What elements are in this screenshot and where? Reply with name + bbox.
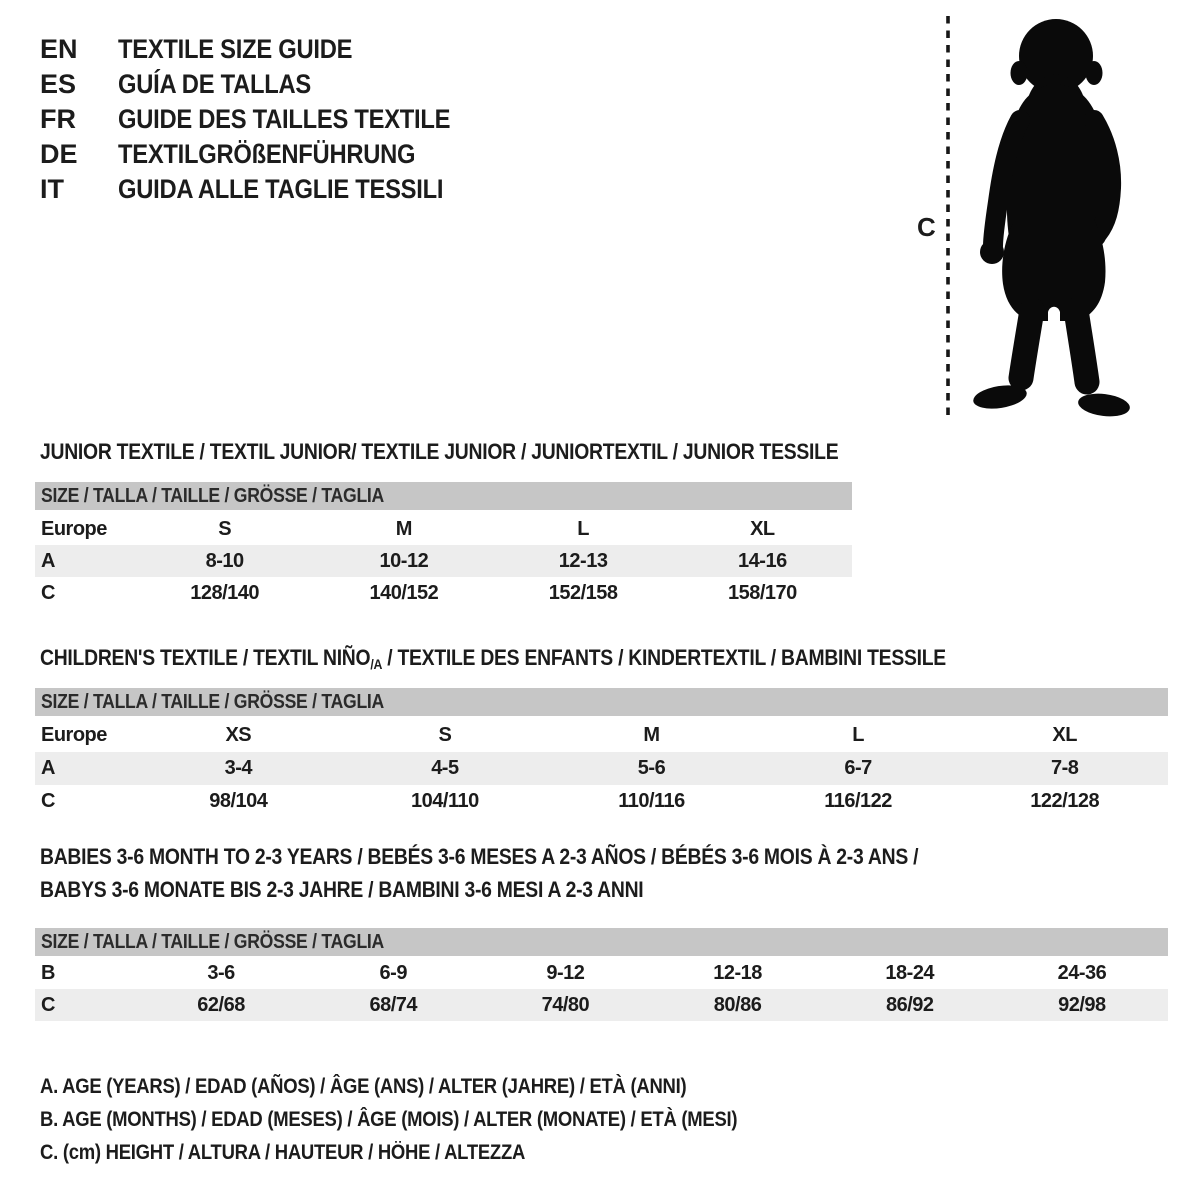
table-row-europe bbox=[35, 719, 1168, 752]
height-cell: 74/80 bbox=[541, 993, 590, 1016]
age-cell: 3-4 bbox=[224, 757, 252, 779]
table-row-months bbox=[35, 957, 1168, 989]
table-row-europe bbox=[35, 513, 852, 545]
height-cell: 152/158 bbox=[548, 581, 618, 604]
age-cell: 10-12 bbox=[379, 549, 429, 572]
height-cell: 128/140 bbox=[190, 581, 260, 604]
children-title-post: / TEXTILE DES ENFANTS / KINDERTEXTIL / BAMBINI TESSILE bbox=[382, 645, 946, 670]
height-cell: 140/152 bbox=[369, 581, 439, 604]
height-cell: 80/86 bbox=[713, 993, 762, 1016]
months-cell: 12-18 bbox=[713, 961, 762, 984]
size-header-bar: SIZE / TALLA / TAILLE / GRÖSSE / TAGLIA bbox=[41, 484, 385, 507]
age-cell: 12-13 bbox=[558, 549, 608, 572]
language-row-it bbox=[40, 172, 496, 207]
table-row-age bbox=[35, 752, 1168, 785]
language-row-en bbox=[40, 32, 496, 67]
children-title-pre: CHILDREN'S TEXTILE / TEXTIL NIÑO bbox=[40, 645, 371, 670]
table-row-height bbox=[35, 785, 1168, 818]
table-row-height bbox=[35, 577, 852, 609]
row-label: C bbox=[41, 790, 55, 812]
size-cell: L bbox=[577, 517, 589, 540]
language-label: GUIDA ALLE TAGLIE TESSILI bbox=[118, 174, 444, 204]
height-cell: 92/98 bbox=[1058, 993, 1106, 1016]
height-cell: 158/170 bbox=[727, 581, 797, 604]
size-cell: M bbox=[643, 724, 660, 746]
row-label: Europe bbox=[41, 517, 107, 540]
height-cell: 104/110 bbox=[411, 790, 479, 812]
size-cell: XS bbox=[225, 724, 252, 746]
figure-measure-label: C bbox=[917, 212, 936, 242]
row-label: A bbox=[41, 549, 55, 572]
legend-line-c: C. (cm) HEIGHT / ALTURA / HAUTEUR / HÖHE / ALTEZZA bbox=[40, 1140, 526, 1164]
table-row-height bbox=[35, 989, 1168, 1021]
size-header-bar: SIZE / TALLA / TAILLE / GRÖSSE / TAGLIA bbox=[41, 930, 385, 953]
language-list bbox=[40, 32, 496, 207]
row-label: C bbox=[41, 581, 55, 604]
row-label: C bbox=[41, 993, 55, 1016]
age-cell: 8-10 bbox=[205, 549, 244, 572]
months-cell: 18-24 bbox=[885, 961, 935, 984]
height-cell: 98/104 bbox=[209, 790, 268, 812]
size-header-bar: SIZE / TALLA / TAILLE / GRÖSSE / TAGLIA bbox=[41, 690, 385, 713]
toddler-silhouette bbox=[962, 14, 1140, 420]
height-cell: 86/92 bbox=[885, 993, 934, 1016]
junior-section-title: JUNIOR TEXTILE / TEXTIL JUNIOR/ TEXTILE JUNIOR / JUNIORTEXTIL / JUNIOR TESSILE bbox=[40, 439, 839, 464]
size-cell: L bbox=[852, 724, 864, 746]
junior-size-table bbox=[35, 440, 852, 612]
legend-line-b: B. AGE (MONTHS) / EDAD (MESES) / ÂGE (MOIS) / ALTER (MONATE) / ETÀ (MESI) bbox=[40, 1107, 738, 1131]
months-cell: 24-36 bbox=[1057, 961, 1107, 984]
language-label: TEXTILGRÖßENFÜHRUNG bbox=[118, 139, 416, 169]
height-cell: 110/116 bbox=[618, 790, 685, 812]
age-cell: 14-16 bbox=[738, 549, 787, 572]
age-cell: 7-8 bbox=[1050, 757, 1079, 779]
language-row-es bbox=[40, 67, 496, 102]
months-cell: 9-12 bbox=[546, 961, 585, 984]
row-label: Europe bbox=[41, 724, 107, 746]
language-row-fr bbox=[40, 102, 496, 137]
height-measure-dashed-line bbox=[944, 16, 952, 416]
table-row-age bbox=[35, 545, 852, 577]
row-label: B bbox=[41, 961, 55, 984]
children-section-title bbox=[40, 646, 946, 676]
babies-section-title-line2: BABYS 3-6 MONATE BIS 2-3 JAHRE / BAMBINI 3-6 MESI A 2-3 ANNI bbox=[40, 877, 644, 902]
size-cell: XL bbox=[750, 517, 775, 540]
language-label: TEXTILE SIZE GUIDE bbox=[118, 34, 353, 64]
age-cell: 6-7 bbox=[844, 757, 872, 779]
children-title-sub: /A bbox=[370, 656, 383, 672]
language-code: DE bbox=[40, 139, 78, 169]
language-code: EN bbox=[40, 34, 78, 64]
language-label: GUIDE DES TAILLES TEXTILE bbox=[118, 104, 451, 134]
months-cell: 6-9 bbox=[379, 961, 407, 984]
language-code: IT bbox=[40, 174, 64, 204]
size-cell: XL bbox=[1052, 724, 1077, 746]
months-cell: 3-6 bbox=[207, 961, 235, 984]
babies-section-title-line1: BABIES 3-6 MONTH TO 2-3 YEARS / BEBÉS 3-6 MESES A 2-3 AÑOS / BÉBÉS 3-6 MOIS À 2-3 ANS / bbox=[40, 844, 919, 869]
children-size-table bbox=[35, 646, 1168, 821]
row-label: A bbox=[41, 757, 55, 779]
size-cell: S bbox=[218, 517, 232, 540]
legend-line-a: A. AGE (YEARS) / EDAD (AÑOS) / ÂGE (ANS) / ALTER (JAHRE) / ETÀ (ANNI) bbox=[40, 1074, 687, 1098]
language-label: GUÍA DE TALLAS bbox=[118, 69, 311, 99]
height-cell: 116/122 bbox=[824, 790, 892, 812]
size-cell: S bbox=[438, 724, 452, 746]
legend bbox=[40, 1070, 832, 1169]
age-cell: 4-5 bbox=[431, 757, 459, 779]
size-cell: M bbox=[395, 517, 412, 540]
language-code: FR bbox=[40, 104, 76, 134]
height-cell: 122/128 bbox=[1030, 790, 1100, 812]
height-cell: 62/68 bbox=[197, 993, 245, 1016]
language-row-de bbox=[40, 137, 496, 172]
age-cell: 5-6 bbox=[637, 757, 666, 779]
babies-size-table bbox=[35, 845, 1168, 1023]
language-code: ES bbox=[40, 69, 77, 99]
height-cell: 68/74 bbox=[369, 993, 418, 1016]
